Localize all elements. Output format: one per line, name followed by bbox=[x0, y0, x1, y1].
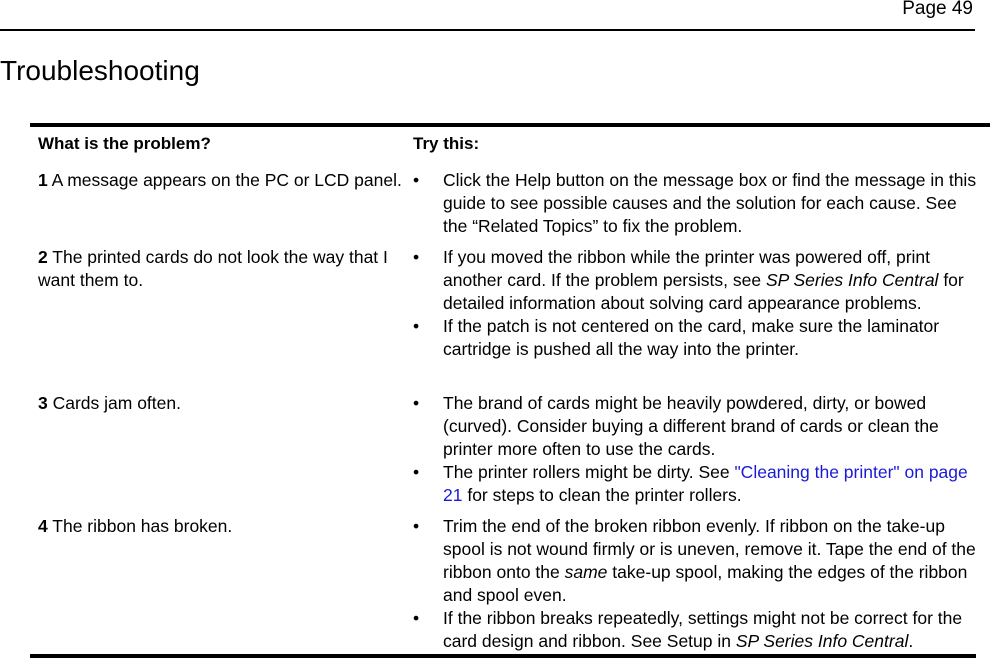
table-row bbox=[30, 246, 990, 392]
fix-text: If the patch is not centered on the card, make sure the laminator cartridge is pushed all the way into the printer. bbox=[443, 316, 940, 359]
fix-text: Click the Help button on the message box or find the message in this guide to see possible causes and the solution for each cause. See the “Related Topics” to fix the problem. bbox=[443, 170, 977, 236]
bullet-icon: • bbox=[413, 462, 420, 482]
table-row bbox=[30, 392, 990, 515]
troubleshooting-table bbox=[30, 123, 990, 653]
problem-text: Cards jam often. bbox=[47, 393, 181, 413]
emphasis-text: same bbox=[564, 562, 608, 582]
problem-text: A message appears on the PC or LCD panel. bbox=[47, 170, 402, 190]
bullet-icon: • bbox=[413, 247, 420, 267]
fix-text: . bbox=[908, 631, 914, 651]
fix-cell bbox=[405, 169, 990, 238]
fix-text: take-up spool, making the edges of the ribbon and spool even. bbox=[443, 562, 968, 605]
fix-text: Trim the end of the broken ribbon evenly. If ribbon on the take-up spool is not wound firmly or is uneven, remove it. Tape the end of the ribbon onto the bbox=[443, 516, 976, 582]
bullet-icon: • bbox=[413, 608, 420, 628]
problem-number: 2 bbox=[38, 247, 48, 267]
list-item bbox=[413, 315, 980, 361]
fix-text: The brand of cards might be heavily powdered, dirty, or bowed (curved). Consider buying a different brand of cards or clean the printer more often to use the cards. bbox=[443, 393, 939, 459]
problem-number: 1 bbox=[38, 170, 48, 190]
problem-cell bbox=[30, 392, 405, 415]
list-item bbox=[413, 246, 980, 315]
fix-list bbox=[413, 515, 980, 653]
fix-cell bbox=[405, 515, 990, 653]
fix-text: If you moved the ribbon while the printer was powered off, print another card. If the problem persists, see bbox=[443, 247, 931, 290]
fix-list bbox=[413, 392, 980, 507]
table-header-row bbox=[30, 127, 990, 169]
fix-list bbox=[413, 246, 980, 361]
table-bottom-divider bbox=[30, 654, 976, 658]
problem-cell bbox=[30, 515, 405, 538]
fix-text: The printer rollers might be dirty. See bbox=[443, 462, 735, 482]
table-row bbox=[30, 515, 990, 653]
table-row bbox=[30, 169, 990, 246]
problem-text: The printed cards do not look the way that I want them to. bbox=[38, 247, 388, 290]
list-item bbox=[413, 461, 980, 507]
bullet-icon: • bbox=[413, 516, 420, 536]
bullet-icon: • bbox=[413, 170, 420, 190]
column-header-fix: Try this: bbox=[413, 134, 480, 153]
page-number: Page 49 bbox=[902, 0, 973, 19]
fix-text: for detailed information about solving card appearance problems. bbox=[443, 270, 964, 313]
fix-text: If the ribbon breaks repeatedly, settings might not be correct for the card design and ribbon. See Setup in bbox=[443, 608, 963, 651]
list-item bbox=[413, 392, 980, 461]
page-title: Troubleshooting bbox=[0, 55, 200, 86]
column-header-problem: What is the problem? bbox=[38, 134, 211, 153]
problem-number: 4 bbox=[38, 516, 48, 536]
fix-cell bbox=[405, 246, 990, 361]
bullet-icon: • bbox=[413, 316, 420, 336]
list-item bbox=[413, 169, 980, 238]
header-divider bbox=[0, 29, 975, 31]
problem-cell bbox=[30, 169, 405, 192]
problem-cell bbox=[30, 246, 405, 292]
document-reference: SP Series Info Central bbox=[765, 270, 939, 290]
document-reference: SP Series Info Central bbox=[735, 631, 909, 651]
problem-number: 3 bbox=[38, 393, 48, 413]
fix-cell bbox=[405, 392, 990, 507]
problem-text: The ribbon has broken. bbox=[47, 516, 233, 536]
bullet-icon: • bbox=[413, 393, 420, 413]
cleaning-printer-link[interactable]: "Cleaning the printer" on page 21 bbox=[443, 462, 968, 505]
fix-text: for steps to clean the printer rollers. bbox=[462, 485, 742, 505]
list-item bbox=[413, 607, 980, 653]
list-item bbox=[413, 515, 980, 607]
fix-list bbox=[413, 169, 980, 238]
